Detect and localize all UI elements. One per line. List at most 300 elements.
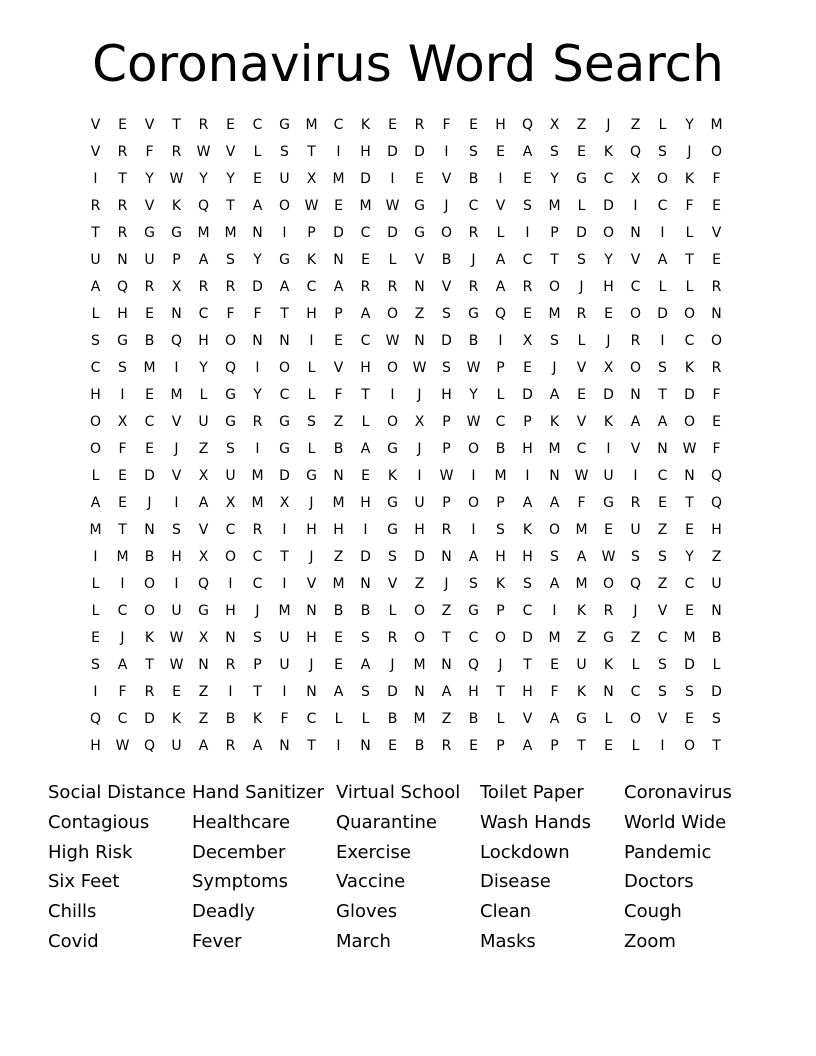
grid-letter[interactable]: D	[414, 144, 425, 160]
grid-letter[interactable]: E	[577, 144, 586, 160]
grid-letter[interactable]: J	[471, 252, 476, 268]
grid-letter[interactable]: V	[144, 117, 155, 133]
grid-letter[interactable]: W	[169, 171, 184, 187]
grid-letter[interactable]: E	[334, 333, 343, 349]
grid-letter[interactable]: X	[549, 117, 560, 133]
grid-letter[interactable]: Z	[198, 441, 209, 457]
grid-letter[interactable]: C	[225, 522, 236, 538]
grid-letter[interactable]: O	[224, 549, 237, 565]
grid-letter[interactable]: V	[576, 414, 587, 430]
grid-letter[interactable]: I	[390, 171, 395, 187]
grid-letter[interactable]: A	[360, 306, 371, 322]
grid-letter[interactable]: N	[198, 657, 209, 673]
grid-letter[interactable]: S	[658, 360, 667, 376]
grid-letter[interactable]: M	[710, 117, 723, 133]
grid-letter[interactable]: O	[440, 225, 453, 241]
grid-letter[interactable]: J	[417, 441, 422, 457]
grid-letter[interactable]: P	[307, 225, 316, 241]
grid-letter[interactable]: K	[360, 117, 371, 133]
grid-letter[interactable]: R	[90, 198, 101, 214]
grid-letter[interactable]: E	[334, 198, 343, 214]
grid-letter[interactable]: P	[496, 360, 505, 376]
grid-letter[interactable]: G	[306, 468, 317, 484]
grid-letter[interactable]: D	[576, 225, 587, 241]
grid-letter[interactable]: D	[414, 549, 425, 565]
grid-letter[interactable]: Z	[198, 684, 209, 700]
grid-letter[interactable]: Y	[199, 360, 208, 376]
grid-letter[interactable]: A	[441, 684, 452, 700]
grid-letter[interactable]: F	[253, 306, 262, 322]
grid-letter[interactable]: J	[444, 576, 449, 592]
grid-letter[interactable]: A	[522, 144, 533, 160]
grid-letter[interactable]: Z	[576, 630, 587, 646]
grid-letter[interactable]: G	[576, 171, 587, 187]
grid-letter[interactable]: V	[198, 522, 209, 538]
grid-letter[interactable]: L	[496, 225, 505, 241]
grid-letter[interactable]: M	[575, 522, 588, 538]
grid-letter[interactable]: J	[120, 630, 125, 646]
grid-letter[interactable]: S	[523, 198, 532, 214]
grid-letter[interactable]: C	[360, 333, 371, 349]
grid-letter[interactable]: S	[469, 576, 478, 592]
grid-letter[interactable]: E	[145, 306, 154, 322]
grid-letter[interactable]: W	[412, 360, 427, 376]
grid-letter[interactable]: C	[333, 117, 344, 133]
grid-letter[interactable]: K	[684, 360, 695, 376]
grid-letter[interactable]: N	[603, 684, 614, 700]
grid-letter[interactable]: Q	[170, 333, 183, 349]
grid-letter[interactable]: W	[304, 198, 319, 214]
grid-letter[interactable]: N	[252, 225, 263, 241]
grid-letter[interactable]: C	[684, 333, 695, 349]
grid-letter[interactable]: X	[171, 279, 182, 295]
grid-letter[interactable]: Q	[710, 468, 723, 484]
grid-letter[interactable]: N	[441, 657, 452, 673]
grid-letter[interactable]: I	[660, 738, 665, 754]
grid-letter[interactable]: X	[117, 414, 128, 430]
grid-letter[interactable]: K	[576, 603, 587, 619]
grid-letter[interactable]: J	[174, 441, 179, 457]
grid-letter[interactable]: S	[91, 333, 100, 349]
grid-letter[interactable]: K	[144, 630, 155, 646]
grid-letter[interactable]: N	[333, 468, 344, 484]
grid-letter[interactable]: Q	[467, 657, 480, 673]
grid-letter[interactable]: A	[657, 252, 668, 268]
grid-letter[interactable]: W	[466, 360, 481, 376]
grid-letter[interactable]: Y	[199, 171, 208, 187]
grid-letter[interactable]: R	[225, 657, 236, 673]
grid-letter[interactable]: K	[684, 171, 695, 187]
grid-letter[interactable]: G	[387, 522, 398, 538]
grid-letter[interactable]: C	[252, 549, 263, 565]
grid-letter[interactable]: O	[683, 414, 696, 430]
grid-letter[interactable]: Q	[143, 738, 156, 754]
grid-letter[interactable]: P	[442, 495, 451, 511]
grid-letter[interactable]: P	[253, 657, 262, 673]
grid-letter[interactable]: I	[525, 225, 530, 241]
grid-letter[interactable]: C	[657, 630, 668, 646]
grid-letter[interactable]: B	[441, 252, 452, 268]
grid-letter[interactable]: R	[522, 279, 533, 295]
grid-letter[interactable]: O	[467, 495, 480, 511]
grid-letter[interactable]: I	[606, 441, 611, 457]
grid-letter[interactable]: A	[576, 549, 587, 565]
grid-letter[interactable]: O	[89, 441, 102, 457]
grid-letter[interactable]: H	[171, 549, 182, 565]
grid-letter[interactable]: V	[90, 117, 101, 133]
grid-letter[interactable]: T	[280, 549, 289, 565]
grid-letter[interactable]: T	[91, 225, 100, 241]
grid-letter[interactable]: K	[603, 657, 614, 673]
grid-letter[interactable]: N	[711, 306, 722, 322]
grid-letter[interactable]: V	[441, 279, 452, 295]
grid-letter[interactable]: O	[602, 225, 615, 241]
grid-letter[interactable]: T	[685, 495, 694, 511]
grid-letter[interactable]: L	[577, 198, 586, 214]
grid-letter[interactable]: A	[549, 495, 560, 511]
grid-letter[interactable]: S	[172, 522, 181, 538]
grid-letter[interactable]: H	[711, 522, 722, 538]
grid-letter[interactable]: M	[548, 198, 561, 214]
grid-letter[interactable]: C	[144, 414, 155, 430]
grid-letter[interactable]: I	[174, 576, 179, 592]
grid-letter[interactable]: R	[630, 495, 641, 511]
grid-letter[interactable]: M	[197, 225, 210, 241]
grid-letter[interactable]: M	[305, 117, 318, 133]
grid-letter[interactable]: A	[198, 252, 209, 268]
grid-letter[interactable]: L	[307, 441, 316, 457]
grid-letter[interactable]: Z	[414, 306, 425, 322]
grid-letter[interactable]: W	[196, 144, 211, 160]
grid-letter[interactable]: R	[711, 279, 722, 295]
grid-letter[interactable]: J	[552, 360, 557, 376]
grid-letter[interactable]: B	[144, 549, 155, 565]
grid-letter[interactable]: I	[228, 576, 233, 592]
grid-letter[interactable]: T	[253, 684, 262, 700]
grid-letter[interactable]: H	[522, 549, 533, 565]
grid-letter[interactable]: X	[225, 495, 236, 511]
grid-letter[interactable]: W	[169, 657, 184, 673]
grid-letter[interactable]: H	[441, 387, 452, 403]
grid-letter[interactable]: T	[118, 171, 127, 187]
grid-letter[interactable]: I	[282, 522, 287, 538]
grid-letter[interactable]: C	[306, 711, 317, 727]
grid-letter[interactable]: G	[279, 117, 290, 133]
grid-letter[interactable]: J	[606, 117, 611, 133]
grid-letter[interactable]: U	[171, 603, 182, 619]
grid-letter[interactable]: G	[603, 630, 614, 646]
grid-letter[interactable]: C	[522, 603, 533, 619]
grid-letter[interactable]: O	[467, 441, 480, 457]
grid-letter[interactable]: S	[361, 630, 370, 646]
grid-letter[interactable]: J	[633, 603, 638, 619]
grid-letter[interactable]: J	[417, 387, 422, 403]
grid-letter[interactable]: Z	[711, 549, 722, 565]
grid-letter[interactable]: R	[387, 630, 398, 646]
grid-letter[interactable]: N	[414, 684, 425, 700]
grid-letter[interactable]: G	[468, 306, 479, 322]
grid-letter[interactable]: Q	[629, 144, 642, 160]
grid-letter[interactable]: R	[576, 306, 587, 322]
grid-letter[interactable]: U	[198, 414, 209, 430]
grid-letter[interactable]: Y	[685, 549, 694, 565]
grid-letter[interactable]: D	[441, 333, 452, 349]
grid-letter[interactable]: Z	[414, 576, 425, 592]
grid-letter[interactable]: C	[252, 576, 263, 592]
grid-letter[interactable]: S	[91, 657, 100, 673]
grid-letter[interactable]: Z	[333, 549, 344, 565]
grid-letter[interactable]: R	[603, 603, 614, 619]
grid-letter[interactable]: N	[414, 333, 425, 349]
grid-letter[interactable]: V	[225, 144, 236, 160]
grid-letter[interactable]: U	[711, 576, 722, 592]
grid-letter[interactable]: N	[306, 684, 317, 700]
grid-letter[interactable]: D	[684, 657, 695, 673]
grid-letter[interactable]: N	[630, 225, 641, 241]
grid-letter[interactable]: H	[603, 279, 614, 295]
grid-letter[interactable]: V	[630, 441, 641, 457]
grid-letter[interactable]: G	[387, 495, 398, 511]
grid-letter[interactable]: W	[682, 441, 697, 457]
grid-letter[interactable]: O	[548, 279, 561, 295]
grid-letter[interactable]: E	[685, 711, 694, 727]
grid-letter[interactable]: M	[332, 576, 345, 592]
grid-letter[interactable]: E	[388, 117, 397, 133]
grid-letter[interactable]: E	[361, 252, 370, 268]
grid-letter[interactable]: P	[442, 441, 451, 457]
grid-letter[interactable]: F	[226, 306, 235, 322]
grid-letter[interactable]: O	[629, 711, 642, 727]
grid-letter[interactable]: V	[306, 576, 317, 592]
grid-letter[interactable]: I	[120, 576, 125, 592]
grid-letter[interactable]: L	[388, 603, 397, 619]
grid-letter[interactable]: N	[360, 576, 371, 592]
grid-letter[interactable]: H	[306, 630, 317, 646]
grid-letter[interactable]: U	[279, 657, 290, 673]
grid-letter[interactable]: U	[603, 468, 614, 484]
grid-letter[interactable]: W	[169, 630, 184, 646]
grid-letter[interactable]: I	[417, 468, 422, 484]
grid-letter[interactable]: D	[252, 279, 263, 295]
grid-letter[interactable]: V	[630, 252, 641, 268]
grid-letter[interactable]: F	[712, 441, 721, 457]
grid-letter[interactable]: M	[413, 711, 426, 727]
grid-letter[interactable]: I	[255, 360, 260, 376]
grid-letter[interactable]: T	[577, 738, 586, 754]
grid-letter[interactable]: X	[198, 468, 209, 484]
grid-letter[interactable]: J	[579, 279, 584, 295]
grid-letter[interactable]: N	[171, 306, 182, 322]
grid-letter[interactable]: K	[252, 711, 263, 727]
grid-letter[interactable]: S	[658, 657, 667, 673]
grid-letter[interactable]: F	[334, 387, 343, 403]
grid-letter[interactable]: E	[118, 468, 127, 484]
grid-letter[interactable]: B	[360, 603, 371, 619]
grid-letter[interactable]: E	[712, 252, 721, 268]
grid-letter[interactable]: Z	[576, 117, 587, 133]
grid-letter[interactable]: Y	[550, 171, 559, 187]
grid-letter[interactable]: N	[684, 468, 695, 484]
grid-letter[interactable]: I	[282, 225, 287, 241]
grid-letter[interactable]: K	[549, 414, 560, 430]
grid-letter[interactable]: G	[576, 711, 587, 727]
grid-letter[interactable]: U	[414, 495, 425, 511]
grid-letter[interactable]: K	[171, 198, 182, 214]
grid-letter[interactable]: W	[385, 333, 400, 349]
grid-letter[interactable]: J	[147, 495, 152, 511]
grid-letter[interactable]: M	[548, 441, 561, 457]
grid-letter[interactable]: R	[414, 117, 425, 133]
grid-letter[interactable]: J	[498, 657, 503, 673]
grid-letter[interactable]: O	[143, 576, 156, 592]
grid-letter[interactable]: H	[360, 495, 371, 511]
grid-letter[interactable]: M	[494, 468, 507, 484]
grid-letter[interactable]: Y	[253, 252, 262, 268]
grid-letter[interactable]: P	[496, 738, 505, 754]
grid-letter[interactable]: I	[336, 144, 341, 160]
grid-letter[interactable]: A	[198, 495, 209, 511]
grid-letter[interactable]: A	[549, 576, 560, 592]
grid-letter[interactable]: M	[413, 657, 426, 673]
grid-letter[interactable]: U	[171, 738, 182, 754]
grid-letter[interactable]: N	[117, 252, 128, 268]
grid-letter[interactable]: V	[441, 171, 452, 187]
grid-letter[interactable]: V	[387, 576, 398, 592]
grid-letter[interactable]: O	[629, 360, 642, 376]
grid-letter[interactable]: Q	[197, 198, 210, 214]
grid-letter[interactable]: E	[604, 738, 613, 754]
grid-letter[interactable]: V	[522, 711, 533, 727]
grid-letter[interactable]: O	[656, 171, 669, 187]
grid-letter[interactable]: E	[685, 522, 694, 538]
grid-letter[interactable]: F	[442, 117, 451, 133]
grid-letter[interactable]: S	[523, 576, 532, 592]
grid-letter[interactable]: X	[630, 171, 641, 187]
grid-letter[interactable]: G	[144, 225, 155, 241]
grid-letter[interactable]: D	[603, 198, 614, 214]
grid-letter[interactable]: R	[225, 279, 236, 295]
grid-letter[interactable]: P	[523, 414, 532, 430]
grid-letter[interactable]: L	[361, 414, 370, 430]
grid-letter[interactable]: E	[712, 198, 721, 214]
grid-letter[interactable]: E	[226, 117, 235, 133]
grid-letter[interactable]: L	[577, 333, 586, 349]
grid-letter[interactable]: E	[550, 657, 559, 673]
grid-letter[interactable]: M	[683, 630, 696, 646]
grid-letter[interactable]: B	[468, 171, 479, 187]
grid-letter[interactable]: T	[307, 738, 316, 754]
grid-letter[interactable]: W	[385, 198, 400, 214]
grid-letter[interactable]: R	[360, 279, 371, 295]
grid-letter[interactable]: L	[307, 360, 316, 376]
grid-letter[interactable]: A	[90, 279, 101, 295]
grid-letter[interactable]: Y	[604, 252, 613, 268]
grid-letter[interactable]: R	[441, 738, 452, 754]
grid-letter[interactable]: D	[333, 225, 344, 241]
grid-letter[interactable]: P	[550, 738, 559, 754]
grid-letter[interactable]: H	[333, 522, 344, 538]
grid-letter[interactable]: R	[630, 333, 641, 349]
grid-letter[interactable]: Q	[494, 306, 507, 322]
grid-letter[interactable]: T	[172, 117, 181, 133]
grid-letter[interactable]: Q	[197, 576, 210, 592]
grid-letter[interactable]: L	[199, 387, 208, 403]
grid-letter[interactable]: R	[117, 198, 128, 214]
grid-letter[interactable]: U	[90, 252, 101, 268]
grid-letter[interactable]: S	[442, 360, 451, 376]
grid-letter[interactable]: A	[252, 198, 263, 214]
grid-letter[interactable]: D	[711, 684, 722, 700]
grid-letter[interactable]: T	[226, 198, 235, 214]
grid-letter[interactable]: I	[525, 468, 530, 484]
grid-letter[interactable]: N	[279, 738, 290, 754]
grid-letter[interactable]: O	[413, 603, 426, 619]
grid-letter[interactable]: G	[171, 225, 182, 241]
grid-letter[interactable]: Z	[630, 117, 641, 133]
grid-letter[interactable]: O	[386, 414, 399, 430]
grid-letter[interactable]: R	[711, 360, 722, 376]
grid-letter[interactable]: I	[498, 333, 503, 349]
grid-letter[interactable]: P	[172, 252, 181, 268]
grid-letter[interactable]: S	[280, 144, 289, 160]
grid-letter[interactable]: C	[90, 360, 101, 376]
grid-letter[interactable]: E	[496, 144, 505, 160]
grid-letter[interactable]: C	[684, 576, 695, 592]
grid-letter[interactable]: S	[469, 144, 478, 160]
grid-letter[interactable]: S	[118, 360, 127, 376]
grid-letter[interactable]: O	[143, 603, 156, 619]
grid-letter[interactable]: C	[468, 630, 479, 646]
grid-letter[interactable]: J	[309, 495, 314, 511]
grid-letter[interactable]: H	[495, 549, 506, 565]
grid-letter[interactable]: I	[633, 468, 638, 484]
grid-letter[interactable]: R	[144, 279, 155, 295]
grid-letter[interactable]: H	[306, 522, 317, 538]
grid-letter[interactable]: E	[388, 738, 397, 754]
grid-letter[interactable]: O	[386, 306, 399, 322]
grid-letter[interactable]: L	[496, 711, 505, 727]
grid-letter[interactable]: I	[174, 495, 179, 511]
grid-letter[interactable]: H	[468, 684, 479, 700]
grid-letter[interactable]: R	[117, 144, 128, 160]
grid-letter[interactable]: A	[549, 711, 560, 727]
grid-letter[interactable]: G	[414, 225, 425, 241]
grid-letter[interactable]: I	[390, 387, 395, 403]
grid-letter[interactable]: K	[576, 684, 587, 700]
grid-letter[interactable]: R	[468, 225, 479, 241]
grid-letter[interactable]: R	[468, 279, 479, 295]
grid-letter[interactable]: M	[575, 576, 588, 592]
grid-letter[interactable]: T	[118, 522, 127, 538]
grid-letter[interactable]: Z	[630, 630, 641, 646]
grid-letter[interactable]: E	[253, 171, 262, 187]
grid-letter[interactable]: M	[332, 171, 345, 187]
grid-letter[interactable]: A	[657, 414, 668, 430]
grid-letter[interactable]: B	[468, 333, 479, 349]
grid-letter[interactable]: Q	[224, 360, 237, 376]
grid-letter[interactable]: V	[576, 360, 587, 376]
grid-letter[interactable]: H	[360, 360, 371, 376]
grid-letter[interactable]: O	[89, 414, 102, 430]
grid-letter[interactable]: R	[117, 225, 128, 241]
grid-letter[interactable]: W	[574, 468, 589, 484]
grid-letter[interactable]: F	[577, 495, 586, 511]
grid-letter[interactable]: U	[630, 522, 641, 538]
grid-letter[interactable]: I	[363, 522, 368, 538]
grid-letter[interactable]: Q	[521, 117, 534, 133]
grid-letter[interactable]: U	[225, 468, 236, 484]
grid-letter[interactable]: G	[414, 198, 425, 214]
